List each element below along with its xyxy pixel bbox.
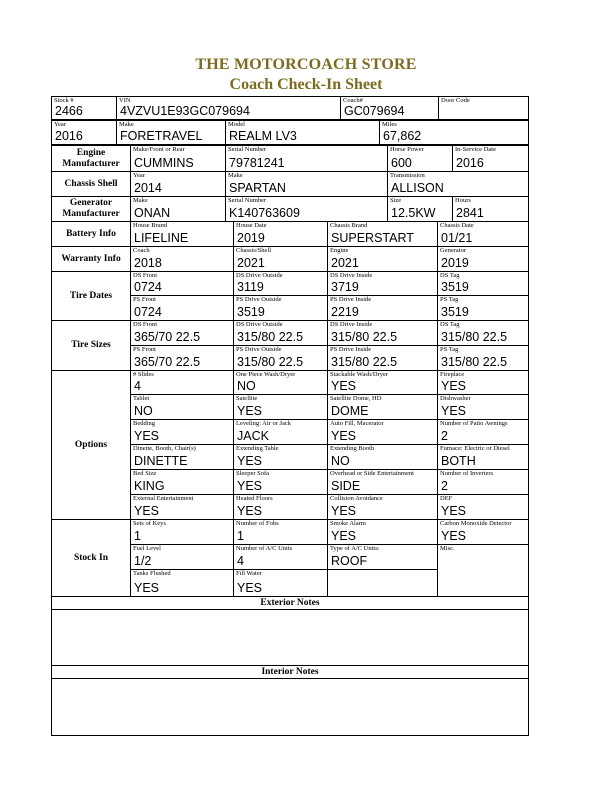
- exterior-notes-heading: Exterior Notes: [51, 596, 529, 610]
- options-bedding-field[interactable]: [130, 419, 234, 445]
- generator-size-label: Size: [390, 197, 402, 204]
- tire-sizes-ds-front-field[interactable]: [130, 320, 234, 346]
- options-satellite-dome-field[interactable]: [327, 394, 438, 420]
- tire-dates-ps-tag-value: 3519: [441, 305, 469, 319]
- stock-in-tanks-flushed-label: Tanks Flushed: [133, 570, 171, 577]
- tire-dates-ps-front-field[interactable]: [130, 295, 234, 321]
- warranty-engine-field[interactable]: [327, 246, 438, 272]
- tire-dates-ps-tag-label: PS Tag: [440, 296, 459, 303]
- options-bed-size-label: Bed Size: [133, 470, 157, 477]
- tire-sizes-heading: Tire Sizes: [51, 320, 131, 371]
- row2-miles-value: 67,862: [383, 129, 422, 143]
- tire-dates-ps-front-label: PS Front: [133, 296, 156, 303]
- tire-dates-ps-drive-outside-field[interactable]: [233, 295, 328, 321]
- tire-dates-ps-drive-inside-value: 2219: [331, 305, 359, 319]
- warranty-engine-label: Engine: [330, 247, 349, 254]
- row2-miles-field[interactable]: [379, 120, 529, 145]
- stock-in-fuel-level-field[interactable]: [130, 544, 234, 570]
- battery-heading: Battery Info: [51, 221, 131, 247]
- options-one-piece-washer-field[interactable]: [233, 370, 328, 395]
- row2-year-value: 2016: [55, 129, 83, 143]
- stock-in-smoke-alarm-value: YES: [331, 529, 357, 543]
- battery-chassis-date-value: 01/21: [441, 231, 473, 245]
- options-slides-value: 4: [134, 379, 141, 393]
- tire-dates-ps-drive-outside-value: 3519: [237, 305, 265, 319]
- stock-in-fuel-level-value: 1/2: [134, 554, 152, 568]
- tire-sizes-ps-drive-inside-label: PS Drive Inside: [330, 346, 372, 353]
- stock-in-ac-units-value: 4: [237, 554, 244, 568]
- stock-in-ac-type-field[interactable]: [327, 544, 438, 570]
- row1-door-code-field[interactable]: [438, 96, 529, 120]
- sheet-title: Coach Check-In Sheet: [229, 76, 383, 93]
- tire-dates-ps-drive-outside-label: PS Drive Outside: [236, 296, 282, 303]
- stock-in-ac-type-label: Type of A/C Units:: [330, 545, 380, 552]
- options-external-ent-label: External Entertainment: [133, 495, 194, 502]
- stock-in-blank-field[interactable]: [327, 569, 438, 597]
- tire-sizes-ds-drive-inside-field[interactable]: [327, 320, 438, 346]
- chassis-make-value: SPARTAN: [229, 181, 286, 195]
- battery-house-date-value: 2019: [237, 231, 265, 245]
- options-leveling-label: Leveling: Air or Jack: [236, 420, 292, 427]
- options-patio-awnings-field[interactable]: [437, 419, 529, 445]
- battery-chassis-date-label: Chassis Date: [440, 222, 474, 229]
- generator-size-field[interactable]: [387, 196, 453, 222]
- battery-house-date-field[interactable]: [233, 221, 328, 247]
- engine-make-field[interactable]: [130, 145, 226, 172]
- generator-size-value: 12.5KW: [391, 206, 436, 220]
- generator-hours-value: 2841: [456, 206, 484, 220]
- interior-notes-field[interactable]: [51, 678, 529, 736]
- options-dinette-field[interactable]: [130, 444, 234, 470]
- options-bed-size-value: KING: [134, 479, 165, 493]
- warranty-chassis-shell-label: Chassis/Shell: [236, 247, 272, 254]
- options-sleeper-sofa-field[interactable]: [233, 469, 328, 495]
- tire-sizes-ps-drive-inside-field[interactable]: [327, 345, 438, 371]
- warranty-generator-field[interactable]: [437, 246, 529, 272]
- tire-sizes-ps-drive-outside-field[interactable]: [233, 345, 328, 371]
- engine-serial-label: Serial Number: [228, 146, 267, 153]
- tire-dates-ds-tag-field[interactable]: [437, 271, 529, 296]
- tire-dates-ds-drive-outside-label: DS Drive Outside: [236, 272, 283, 279]
- warranty-generator-label: Generator: [440, 247, 466, 254]
- warranty-chassis-shell-field[interactable]: [233, 246, 328, 272]
- tire-sizes-ps-front-value: 365/70 22.5: [134, 355, 201, 369]
- generator-serial-value: K140763609: [229, 206, 300, 220]
- row1-stock-value: 2466: [55, 104, 83, 118]
- tire-dates-ds-tag-label: DS Tag: [440, 272, 460, 279]
- tire-dates-ds-front-label: DS Front: [133, 272, 158, 279]
- row2-year-label: Year: [54, 121, 66, 128]
- chassis-make-label: Make: [228, 172, 243, 179]
- options-collision-value: YES: [331, 504, 357, 518]
- options-def-label: DEF: [440, 495, 453, 502]
- options-satellite-dome-value: DOME: [331, 404, 369, 418]
- options-overhead-ent-label: Overhead or Side Entertainment: [330, 470, 414, 477]
- exterior-notes-field[interactable]: [51, 609, 529, 666]
- row1-coach-label: Coach#: [343, 97, 363, 104]
- stock-in-tanks-flushed-field[interactable]: [130, 569, 234, 597]
- stock-in-ac-units-field[interactable]: [233, 544, 328, 570]
- tire-sizes-ds-tag-value: 315/80 22.5: [441, 330, 508, 344]
- warranty-coach-field[interactable]: [130, 246, 234, 272]
- options-slides-field[interactable]: [130, 370, 234, 395]
- options-auto-fill-field[interactable]: [327, 419, 438, 445]
- options-extending-table-value: YES: [237, 454, 263, 468]
- engine-make-label: Make/Front or Rear: [133, 146, 185, 153]
- battery-chassis-brand-value: SUPERSTART: [331, 231, 414, 245]
- options-patio-awnings-value: 2: [441, 429, 448, 443]
- generator-heading: Generator Manufacturer: [51, 196, 131, 222]
- warranty-generator-value: 2019: [441, 256, 469, 270]
- options-tablet-field[interactable]: [130, 394, 234, 420]
- tire-sizes-ps-tag-value: 315/80 22.5: [441, 355, 508, 369]
- engine-hp-value: 600: [391, 156, 412, 170]
- interior-notes-heading: Interior Notes: [51, 665, 529, 679]
- options-stackable-washer-value: YES: [331, 379, 357, 393]
- engine-heading: Engine Manufacturer: [51, 145, 131, 172]
- row1-vin-value: 4VZVU1E93GC079694: [120, 104, 250, 118]
- stock-in-fill-water-value: YES: [237, 581, 263, 595]
- tire-sizes-ps-drive-outside-value: 315/80 22.5: [237, 355, 304, 369]
- options-dinette-value: DINETTE: [134, 454, 188, 468]
- options-sleeper-sofa-label: Sleeper Sofa: [236, 470, 270, 477]
- options-fireplace-value: YES: [441, 379, 467, 393]
- options-external-ent-field[interactable]: [130, 494, 234, 520]
- options-leveling-field[interactable]: [233, 419, 328, 445]
- options-extending-table-field[interactable]: [233, 444, 328, 470]
- row1-door-code-label: Door Code: [441, 97, 470, 104]
- options-inverters-field[interactable]: [437, 469, 529, 495]
- tire-dates-ds-drive-outside-value: 3119: [237, 280, 264, 294]
- chassis-heading: Chassis Shell: [51, 171, 131, 197]
- engine-hp-field[interactable]: [387, 145, 453, 172]
- options-heated-floors-field[interactable]: [233, 494, 328, 520]
- row1-stock-field[interactable]: [51, 96, 117, 120]
- options-extending-booth-value: NO: [331, 454, 350, 468]
- options-one-piece-washer-value: NO: [237, 379, 256, 393]
- row1-vin-label: VIN: [119, 97, 131, 104]
- chassis-transmission-label: Transmission: [390, 172, 425, 179]
- generator-make-field[interactable]: [130, 196, 226, 222]
- options-heading: Options: [51, 370, 131, 520]
- options-heated-floors-label: Heated Floors: [236, 495, 273, 502]
- chassis-transmission-value: ALLISON: [391, 181, 444, 195]
- tire-dates-ds-drive-inside-label: DS Drive Inside: [330, 272, 373, 279]
- generator-hours-field[interactable]: [452, 196, 529, 222]
- tire-dates-ds-tag-value: 3519: [441, 280, 469, 294]
- generator-make-label: Make: [133, 197, 148, 204]
- options-stackable-washer-field[interactable]: [327, 370, 438, 395]
- warranty-heading: Warranty Info: [51, 246, 131, 272]
- row2-miles-label: Miles: [382, 121, 397, 128]
- chassis-year-label: Year: [133, 172, 145, 179]
- stock-in-fuel-level-label: Fuel Level: [133, 545, 161, 552]
- options-slides-label: # Slides: [133, 371, 154, 378]
- options-extending-booth-field[interactable]: [327, 444, 438, 470]
- options-dishwasher-value: YES: [441, 404, 467, 418]
- stock-in-fill-water-field[interactable]: [233, 569, 328, 597]
- tire-dates-ds-front-value: 0724: [134, 280, 162, 294]
- options-furnace-value: BOTH: [441, 454, 476, 468]
- tire-dates-ps-drive-inside-field[interactable]: [327, 295, 438, 321]
- options-dishwasher-label: Dishwasher: [440, 395, 471, 402]
- battery-house-date-label: House Date: [236, 222, 267, 229]
- options-extending-table-label: Extending Table: [236, 445, 279, 452]
- generator-serial-field[interactable]: [225, 196, 388, 222]
- tire-sizes-ds-front-value: 365/70 22.5: [134, 330, 201, 344]
- tire-sizes-ds-drive-outside-value: 315/80 22.5: [237, 330, 304, 344]
- warranty-coach-value: 2018: [134, 256, 162, 270]
- options-satellite-field[interactable]: [233, 394, 328, 420]
- battery-house-brand-field[interactable]: [130, 221, 234, 247]
- tire-dates-heading: Tire Dates: [51, 271, 131, 321]
- row2-make-value: FORETRAVEL: [120, 129, 203, 143]
- generator-make-value: ONAN: [134, 206, 171, 220]
- battery-house-brand-label: House Brand: [133, 222, 168, 229]
- tire-sizes-ds-tag-field[interactable]: [437, 320, 529, 346]
- chassis-make-field[interactable]: [225, 171, 388, 197]
- tire-sizes-ps-drive-outside-label: PS Drive Outside: [236, 346, 282, 353]
- battery-chassis-brand-field[interactable]: [327, 221, 438, 247]
- row1-stock-label: Stock #: [54, 97, 74, 104]
- tire-sizes-ps-tag-label: PS Tag: [440, 346, 459, 353]
- stock-in-smoke-alarm-label: Smoke Alarm: [330, 520, 366, 527]
- options-satellite-value: YES: [237, 404, 263, 418]
- chassis-year-value: 2014: [134, 181, 162, 195]
- row1-coach-value: GC079694: [344, 104, 405, 118]
- tire-dates-ds-drive-inside-value: 3719: [331, 280, 359, 294]
- row2-year-field[interactable]: [51, 120, 117, 145]
- stock-in-misc-label: Misc.: [440, 545, 455, 552]
- options-dinette-label: Dinette, Booth, Chair(s): [133, 445, 196, 452]
- engine-serial-value: 79781241: [229, 156, 285, 170]
- tire-dates-ps-front-value: 0724: [134, 305, 162, 319]
- stock-in-co-detector-label: Carbon Monoxide Detector: [440, 520, 512, 527]
- stock-in-co-detector-value: YES: [441, 529, 467, 543]
- tire-dates-ds-front-field[interactable]: [130, 271, 234, 296]
- engine-hp-label: Horse Power: [390, 146, 424, 153]
- options-dishwasher-field[interactable]: [437, 394, 529, 420]
- stock-in-smoke-alarm-field[interactable]: [327, 519, 438, 545]
- options-fireplace-label: Fireplace: [440, 371, 465, 378]
- options-furnace-field[interactable]: [437, 444, 529, 470]
- chassis-year-field[interactable]: [130, 171, 226, 197]
- stock-in-ac-units-label: Number of A/C Units: [236, 545, 293, 552]
- chassis-transmission-field[interactable]: [387, 171, 529, 197]
- engine-make-value: CUMMINS: [134, 156, 194, 170]
- tire-dates-ps-drive-inside-label: PS Drive Inside: [330, 296, 372, 303]
- options-bedding-label: Bedding: [133, 420, 156, 427]
- row1-coach-field[interactable]: [340, 96, 439, 120]
- tire-sizes-ds-drive-outside-label: DS Drive Outside: [236, 321, 283, 328]
- options-heated-floors-value: YES: [237, 504, 263, 518]
- stock-in-fobs-label: Number of Fobs: [236, 520, 279, 527]
- row2-model-label: Model: [228, 121, 245, 128]
- warranty-coach-label: Coach: [133, 247, 150, 254]
- options-overhead-ent-value: SIDE: [331, 479, 361, 493]
- options-stackable-washer-label: Stackable Wash/Dryer: [330, 371, 389, 378]
- stock-in-fill-water-label: Fill Water: [236, 570, 262, 577]
- engine-serial-field[interactable]: [225, 145, 388, 172]
- options-furnace-label: Furnace: Electric or Diesel: [440, 445, 510, 452]
- options-tablet-label: Tablet: [133, 395, 150, 402]
- battery-chassis-brand-label: Chassis Brand: [330, 222, 368, 229]
- tire-sizes-ps-front-label: PS Front: [133, 346, 156, 353]
- stock-in-tanks-flushed-value: YES: [134, 581, 160, 595]
- stock-in-fobs-value: 1: [237, 529, 244, 543]
- row2-make-field[interactable]: [116, 120, 226, 145]
- options-overhead-ent-field[interactable]: [327, 469, 438, 495]
- options-sleeper-sofa-value: YES: [237, 479, 263, 493]
- engine-in-service-value: 2016: [456, 156, 484, 170]
- stock-in-sets-of-keys-value: 1: [134, 529, 141, 543]
- options-def-field[interactable]: [437, 494, 529, 520]
- stock-in-misc-field[interactable]: [437, 544, 529, 597]
- stock-in-ac-type-value: ROOF: [331, 554, 368, 568]
- tire-sizes-ds-tag-label: DS Tag: [440, 321, 460, 328]
- options-inverters-label: Number of Inverters: [440, 470, 494, 477]
- options-def-value: YES: [441, 504, 467, 518]
- stock-in-sets-of-keys-label: Sets of Keys: [133, 520, 166, 527]
- tire-sizes-ps-front-field[interactable]: [130, 345, 234, 371]
- battery-chassis-date-field[interactable]: [437, 221, 529, 247]
- options-auto-fill-label: Auto Fill, Macerator: [330, 420, 384, 427]
- generator-hours-label: Hours: [455, 197, 471, 204]
- row2-model-value: REALM LV3: [229, 129, 297, 143]
- options-inverters-value: 2: [441, 479, 448, 493]
- tire-sizes-ps-drive-inside-value: 315/80 22.5: [331, 355, 398, 369]
- stock-in-fobs-field[interactable]: [233, 519, 328, 545]
- row1-vin-field[interactable]: [116, 96, 341, 120]
- tire-sizes-ds-drive-inside-value: 315/80 22.5: [331, 330, 398, 344]
- tire-dates-ps-tag-field[interactable]: [437, 295, 529, 321]
- options-satellite-dome-label: Satellite Dome, HD: [330, 395, 382, 402]
- options-collision-field[interactable]: [327, 494, 438, 520]
- options-satellite-label: Satellite: [236, 395, 258, 402]
- options-leveling-value: JACK: [237, 429, 269, 443]
- options-external-ent-value: YES: [134, 504, 160, 518]
- company-title: THE MOTORCOACH STORE: [195, 56, 417, 73]
- tire-dates-ds-drive-inside-field[interactable]: [327, 271, 438, 296]
- stock-in-co-detector-field[interactable]: [437, 519, 529, 545]
- tire-sizes-ds-drive-outside-field[interactable]: [233, 320, 328, 346]
- tire-sizes-ps-tag-field[interactable]: [437, 345, 529, 371]
- tire-sizes-ds-front-label: DS Front: [133, 321, 158, 328]
- options-bed-size-field[interactable]: [130, 469, 234, 495]
- options-bedding-value: YES: [134, 429, 160, 443]
- options-collision-label: Collision Avoidance: [330, 495, 383, 502]
- engine-in-service-label: In-Service Date: [455, 146, 496, 153]
- warranty-engine-value: 2021: [331, 256, 359, 270]
- stock-in-heading: Stock In: [51, 519, 131, 597]
- row2-model-field[interactable]: [225, 120, 380, 145]
- options-fireplace-field[interactable]: [437, 370, 529, 395]
- battery-house-brand-value: LIFELINE: [134, 231, 189, 245]
- options-patio-awnings-label: Number of Patio Awnings: [440, 420, 508, 427]
- stock-in-sets-of-keys-field[interactable]: [130, 519, 234, 545]
- options-extending-booth-label: Extending Booth: [330, 445, 375, 452]
- engine-in-service-field[interactable]: [452, 145, 529, 172]
- tire-dates-ds-drive-outside-field[interactable]: [233, 271, 328, 296]
- options-auto-fill-value: YES: [331, 429, 357, 443]
- tire-sizes-ds-drive-inside-label: DS Drive Inside: [330, 321, 373, 328]
- row2-make-label: Make: [119, 121, 134, 128]
- options-tablet-value: NO: [134, 404, 153, 418]
- options-one-piece-washer-label: One Piece Wash/Dryer: [236, 371, 296, 378]
- warranty-chassis-shell-value: 2021: [237, 256, 265, 270]
- generator-serial-label: Serial Number: [228, 197, 267, 204]
